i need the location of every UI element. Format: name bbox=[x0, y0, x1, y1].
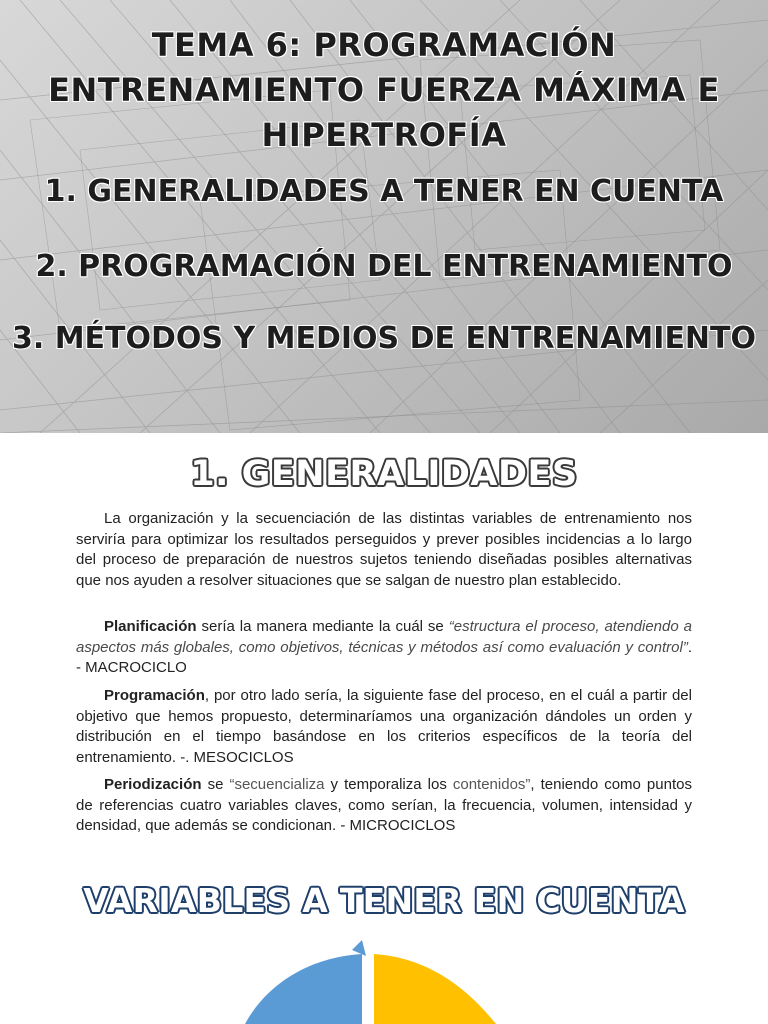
periodizacion-text-a: se bbox=[201, 776, 230, 793]
periodizacion-text-c: , teniendo como puntos de referencias cuatro variables claves, como serían, la frecuencia, volumen, intensidad y densidad, que además se condicionan. - MICROCICLOS bbox=[76, 776, 692, 835]
pie-segment-yellow bbox=[374, 954, 496, 1024]
planificacion-term: Planificación bbox=[104, 618, 197, 635]
variables-heading: VARIABLES A TENER EN CUENTA bbox=[83, 881, 685, 920]
periodizacion-text-b: y temporaliza los bbox=[324, 776, 453, 793]
periodizacion-term: Periodización bbox=[104, 776, 202, 793]
planificacion-tail: . - MACROCICLO bbox=[76, 638, 692, 677]
pie-arrow-tip bbox=[352, 940, 366, 956]
variables-pie-chart bbox=[0, 940, 768, 1024]
programacion-text: , por otro lado sería, la siguiente fase del proceso, en el cuál a partir del objetivo que hemos propuesto, determinaríamos una organización dándoles un orden y distribución en el tiempo basándose en los criterios específicos de la teoría del entrenamiento. -. MESOCICLOS bbox=[76, 687, 692, 766]
planificacion-paragraph bbox=[76, 617, 692, 679]
programacion-term: Programación bbox=[104, 687, 205, 704]
slide-title-line-1: TEMA 6: PROGRAMACIÓN bbox=[151, 26, 617, 64]
section-item-1: 1. GENERALIDADES A TENER EN CUENTA bbox=[44, 174, 724, 209]
periodizacion-quote-2: contenidos” bbox=[452, 776, 531, 793]
planificacion-quote: “estructura el proceso, atendiendo a aspectos más globales, como objetivos, técnicas y métodos así como evaluación y control” bbox=[76, 618, 692, 656]
title-slide bbox=[0, 0, 768, 433]
periodizacion-quote: “secuencializa bbox=[229, 776, 325, 793]
architectural-lines-background bbox=[0, 0, 768, 433]
section-item-3: 3. MÉTODOS Y MEDIOS DE ENTRENAMIENTO bbox=[11, 321, 757, 356]
pie-segment-blue bbox=[245, 954, 362, 1024]
section-item-2: 2. PROGRAMACIÓN DEL ENTRENAMIENTO bbox=[35, 249, 733, 284]
periodizacion-paragraph bbox=[76, 775, 692, 837]
intro-paragraph bbox=[76, 509, 692, 591]
planificacion-text: sería la manera mediante la cuál se bbox=[196, 618, 449, 635]
programacion-paragraph bbox=[76, 686, 692, 768]
intro-text: La organización y la secuenciación de las distintas variables de entrenamiento nos serviría para optimizar los resultados perseguidos y prever posibles incidencias a lo largo del proceso de preparación de nuestros sujetos teniendo diseñadas posibles alternativas que nos ayuden a resolver situaciones que se salgan de nuestro plan establecido. bbox=[76, 510, 692, 589]
slide-title-line-2: ENTRENAMIENTO FUERZA MÁXIMA E bbox=[48, 71, 720, 109]
generalidades-heading: 1. GENERALIDADES bbox=[190, 454, 578, 494]
slide-title-line-3: HIPERTROFÍA bbox=[261, 116, 507, 154]
